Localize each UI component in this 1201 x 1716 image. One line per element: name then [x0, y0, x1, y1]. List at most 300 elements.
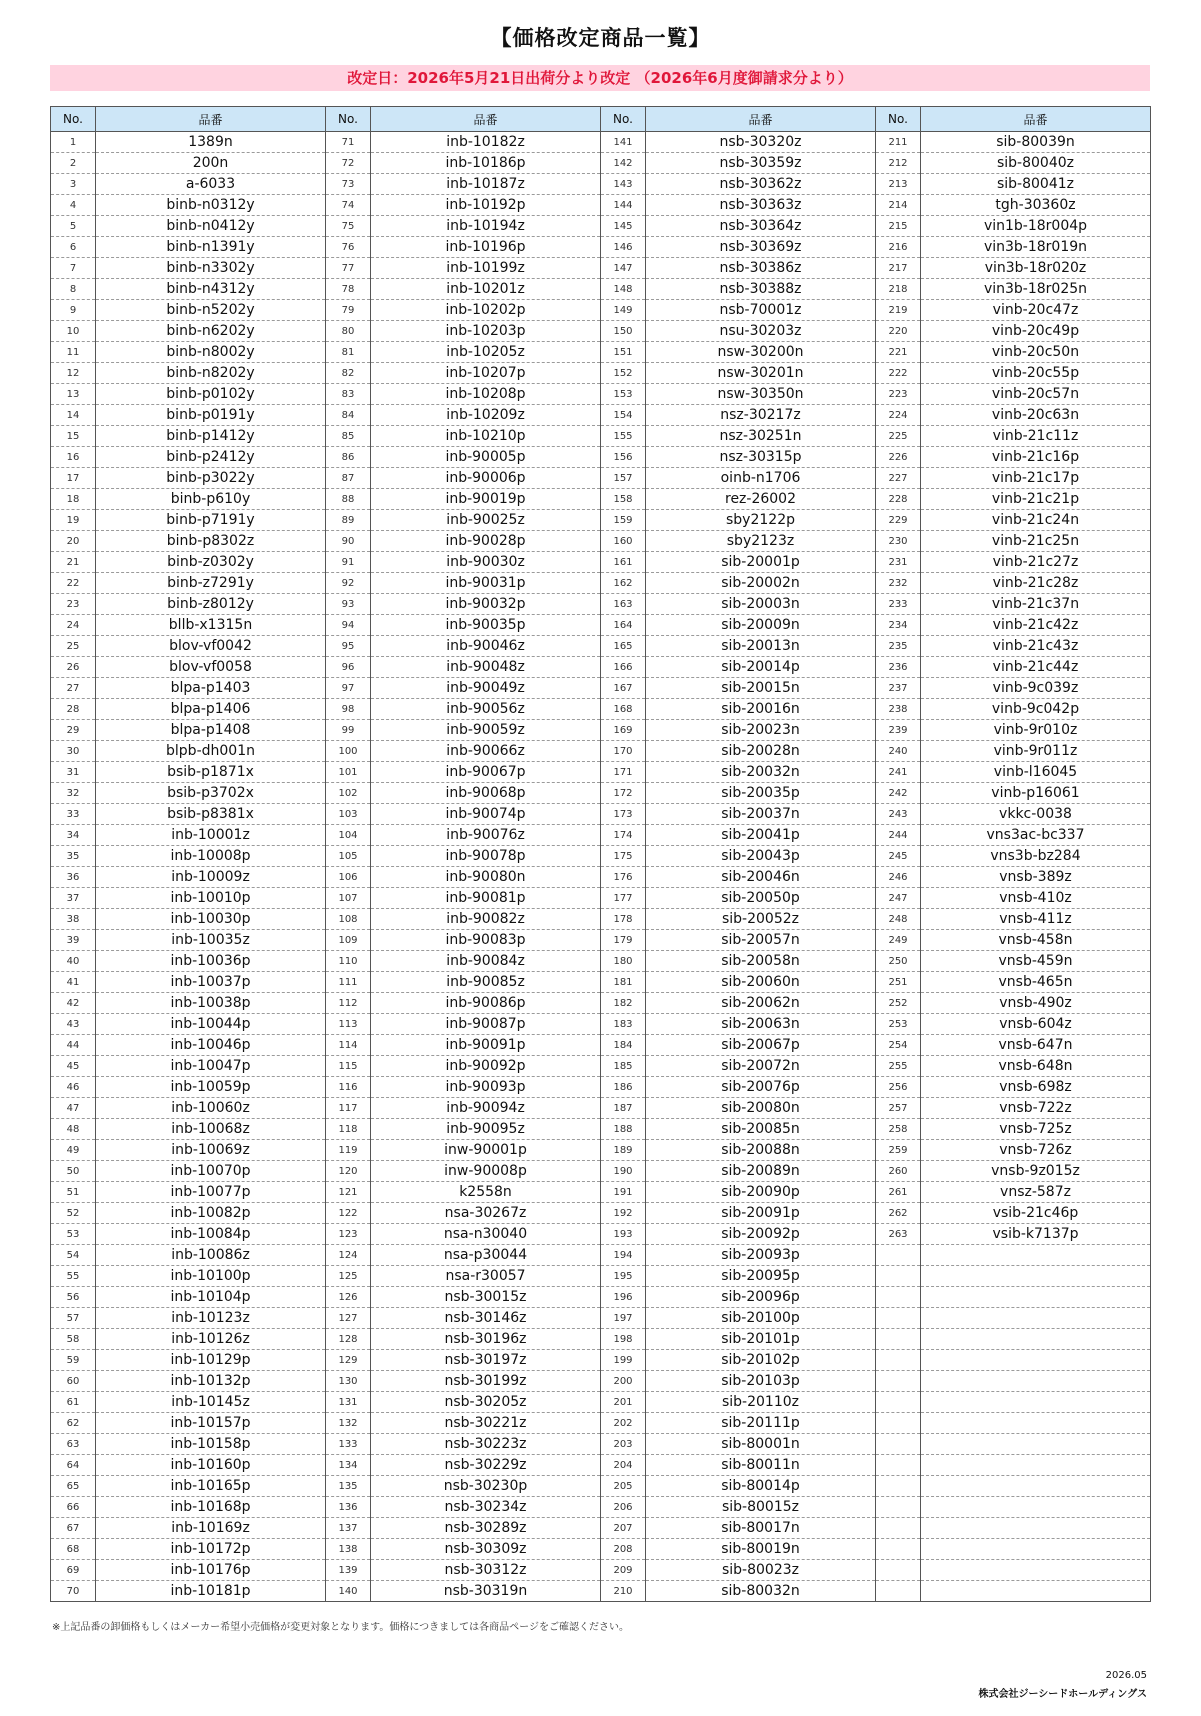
- part-number: nsb-30319n: [371, 1581, 601, 1602]
- part-number: nsu-30203z: [646, 321, 876, 342]
- part-number: [921, 1371, 1151, 1392]
- item-number: 229: [876, 510, 921, 531]
- part-number: inb-10126z: [96, 1329, 326, 1350]
- item-number: 139: [326, 1560, 371, 1581]
- item-number: 243: [876, 804, 921, 825]
- part-number: binb-p610y: [96, 489, 326, 510]
- item-number: 112: [326, 993, 371, 1014]
- item-number: 182: [601, 993, 646, 1014]
- part-number: vnsb-490z: [921, 993, 1151, 1014]
- table-row: [51, 1497, 1151, 1518]
- item-number: 113: [326, 1014, 371, 1035]
- item-number: 180: [601, 951, 646, 972]
- item-number: 140: [326, 1581, 371, 1602]
- part-number: sib-20014p: [646, 657, 876, 678]
- part-number: binb-p0102y: [96, 384, 326, 405]
- part-number: inb-90046z: [371, 636, 601, 657]
- table-row: [51, 1518, 1151, 1539]
- part-number: binb-n8002y: [96, 342, 326, 363]
- item-number: 50: [51, 1161, 96, 1182]
- item-number: 23: [51, 594, 96, 615]
- item-number: 41: [51, 972, 96, 993]
- item-number: 164: [601, 615, 646, 636]
- part-number: a-6033: [96, 174, 326, 195]
- table-row: [51, 552, 1151, 573]
- table-row: [51, 1287, 1151, 1308]
- part-number: vinb-21c21p: [921, 489, 1151, 510]
- table-row: [51, 930, 1151, 951]
- table-row: [51, 951, 1151, 972]
- item-number: 136: [326, 1497, 371, 1518]
- table-row: [51, 1245, 1151, 1266]
- part-number: bsib-p3702x: [96, 783, 326, 804]
- item-number: 27: [51, 678, 96, 699]
- part-number: binb-z7291y: [96, 573, 326, 594]
- item-number: 189: [601, 1140, 646, 1161]
- item-number: 35: [51, 846, 96, 867]
- part-number: sib-20089n: [646, 1161, 876, 1182]
- part-number: inb-10001z: [96, 825, 326, 846]
- part-number: inb-10129p: [96, 1350, 326, 1371]
- part-number: vin3b-18r025n: [921, 279, 1151, 300]
- item-number: 12: [51, 363, 96, 384]
- item-number: 172: [601, 783, 646, 804]
- item-number: 20: [51, 531, 96, 552]
- part-number: sib-20095p: [646, 1266, 876, 1287]
- part-number: inb-10009z: [96, 867, 326, 888]
- item-number: 171: [601, 762, 646, 783]
- table-row: [51, 153, 1151, 174]
- part-number: inb-10192p: [371, 195, 601, 216]
- item-number: 93: [326, 594, 371, 615]
- part-number: [921, 1539, 1151, 1560]
- item-number: 38: [51, 909, 96, 930]
- part-number: nsz-30217z: [646, 405, 876, 426]
- part-number: vnsb-411z: [921, 909, 1151, 930]
- item-number: 259: [876, 1140, 921, 1161]
- table-row: [51, 1014, 1151, 1035]
- part-number: nsb-30369z: [646, 237, 876, 258]
- item-number: 96: [326, 657, 371, 678]
- item-number: 238: [876, 699, 921, 720]
- part-number: inb-10037p: [96, 972, 326, 993]
- part-number: nsb-30320z: [646, 132, 876, 153]
- part-number: inb-10082p: [96, 1203, 326, 1224]
- part-number: inb-90025z: [371, 510, 601, 531]
- table-row: [51, 867, 1151, 888]
- item-number: 214: [876, 195, 921, 216]
- part-number: vinb-21c44z: [921, 657, 1151, 678]
- part-number: sib-20035p: [646, 783, 876, 804]
- part-number: inb-10165p: [96, 1476, 326, 1497]
- part-number: nsb-70001z: [646, 300, 876, 321]
- part-number: binb-z8012y: [96, 594, 326, 615]
- part-number: inb-90056z: [371, 699, 601, 720]
- part-number: 1389n: [96, 132, 326, 153]
- revision-date-banner: 改定日：2026年5月21日出荷分より改定 （2026年6月度御請求分より）: [50, 65, 1150, 91]
- part-number: nsb-30229z: [371, 1455, 601, 1476]
- part-number: inb-10202p: [371, 300, 601, 321]
- item-number: 106: [326, 867, 371, 888]
- item-number: 81: [326, 342, 371, 363]
- item-number: 225: [876, 426, 921, 447]
- item-number: 195: [601, 1266, 646, 1287]
- item-number: 30: [51, 741, 96, 762]
- table-row: [51, 384, 1151, 405]
- item-number: 101: [326, 762, 371, 783]
- item-number: 137: [326, 1518, 371, 1539]
- table-row: [51, 1350, 1151, 1371]
- part-number: [921, 1581, 1151, 1602]
- item-number: 108: [326, 909, 371, 930]
- item-number: 105: [326, 846, 371, 867]
- item-number: 186: [601, 1077, 646, 1098]
- item-number: 71: [326, 132, 371, 153]
- page-title: 【価格改定商品一覧】: [490, 26, 711, 50]
- item-number: 234: [876, 615, 921, 636]
- part-number: sib-80039n: [921, 132, 1151, 153]
- part-number: vnsz-587z: [921, 1182, 1151, 1203]
- item-number: 240: [876, 741, 921, 762]
- item-number: 239: [876, 720, 921, 741]
- item-number: 79: [326, 300, 371, 321]
- part-number: nsb-30362z: [646, 174, 876, 195]
- item-number: 206: [601, 1497, 646, 1518]
- item-number: 152: [601, 363, 646, 384]
- part-number: inb-10084p: [96, 1224, 326, 1245]
- item-number: 249: [876, 930, 921, 951]
- part-number: inb-10194z: [371, 216, 601, 237]
- part-number: vnsb-459n: [921, 951, 1151, 972]
- part-number: oinb-n1706: [646, 468, 876, 489]
- item-number: 60: [51, 1371, 96, 1392]
- part-number: inb-90048z: [371, 657, 601, 678]
- part-number: vinb-20c49p: [921, 321, 1151, 342]
- part-number: vinb-p16061: [921, 783, 1151, 804]
- item-number: 235: [876, 636, 921, 657]
- item-number: 156: [601, 447, 646, 468]
- item-number: 222: [876, 363, 921, 384]
- part-number: vns3ac-bc337: [921, 825, 1151, 846]
- table-row: [51, 1413, 1151, 1434]
- table-row: [51, 363, 1151, 384]
- item-number: 115: [326, 1056, 371, 1077]
- part-number: binb-n5202y: [96, 300, 326, 321]
- part-number: inb-10038p: [96, 993, 326, 1014]
- item-number: 190: [601, 1161, 646, 1182]
- part-number: inb-10008p: [96, 846, 326, 867]
- part-number: inb-90035p: [371, 615, 601, 636]
- part-number: vin3b-18r020z: [921, 258, 1151, 279]
- item-number: 212: [876, 153, 921, 174]
- item-number: 103: [326, 804, 371, 825]
- part-number: inb-90019p: [371, 489, 601, 510]
- part-number: inb-90087p: [371, 1014, 601, 1035]
- part-number: sib-80015z: [646, 1497, 876, 1518]
- item-number: 200: [601, 1371, 646, 1392]
- item-number: 132: [326, 1413, 371, 1434]
- item-number: 107: [326, 888, 371, 909]
- item-number: 185: [601, 1056, 646, 1077]
- part-number: sib-20103p: [646, 1371, 876, 1392]
- table-row: [51, 405, 1151, 426]
- part-number: inb-90083p: [371, 930, 601, 951]
- part-number: inb-10047p: [96, 1056, 326, 1077]
- part-number: binb-p3022y: [96, 468, 326, 489]
- item-number: 228: [876, 489, 921, 510]
- item-number: 192: [601, 1203, 646, 1224]
- item-number: 118: [326, 1119, 371, 1140]
- part-number: inb-10203p: [371, 321, 601, 342]
- part-number: sib-80040z: [921, 153, 1151, 174]
- part-number: bsib-p1871x: [96, 762, 326, 783]
- item-number: 42: [51, 993, 96, 1014]
- item-number: 213: [876, 174, 921, 195]
- part-number: sib-20111p: [646, 1413, 876, 1434]
- column-header-part-number: 品番: [646, 107, 876, 132]
- part-number: sib-20102p: [646, 1350, 876, 1371]
- item-number: 134: [326, 1455, 371, 1476]
- part-number: nsb-30359z: [646, 153, 876, 174]
- item-number: 216: [876, 237, 921, 258]
- item-number: 59: [51, 1350, 96, 1371]
- table-row: [51, 1266, 1151, 1287]
- table-row: [51, 321, 1151, 342]
- item-number: [876, 1287, 921, 1308]
- item-number: 40: [51, 951, 96, 972]
- item-number: 256: [876, 1077, 921, 1098]
- table-row: [51, 720, 1151, 741]
- item-number: 253: [876, 1014, 921, 1035]
- item-number: 49: [51, 1140, 96, 1161]
- item-number: 147: [601, 258, 646, 279]
- item-number: 25: [51, 636, 96, 657]
- part-number: inb-90031p: [371, 573, 601, 594]
- part-number: sib-20090p: [646, 1182, 876, 1203]
- part-number: inb-90074p: [371, 804, 601, 825]
- item-number: 98: [326, 699, 371, 720]
- item-number: 73: [326, 174, 371, 195]
- item-number: 65: [51, 1476, 96, 1497]
- item-number: [876, 1560, 921, 1581]
- item-number: 220: [876, 321, 921, 342]
- item-number: [876, 1455, 921, 1476]
- part-number: [921, 1455, 1151, 1476]
- document-date: 2026.05: [1105, 1670, 1147, 1681]
- part-number: inb-10068z: [96, 1119, 326, 1140]
- item-number: [876, 1371, 921, 1392]
- part-number: inb-10181p: [96, 1581, 326, 1602]
- table-row: [51, 993, 1151, 1014]
- part-number: vnsb-648n: [921, 1056, 1151, 1077]
- part-number: inb-10069z: [96, 1140, 326, 1161]
- item-number: 168: [601, 699, 646, 720]
- item-number: 181: [601, 972, 646, 993]
- item-number: 45: [51, 1056, 96, 1077]
- part-number: inb-90081p: [371, 888, 601, 909]
- table-row: [51, 489, 1151, 510]
- item-number: 77: [326, 258, 371, 279]
- table-row: [51, 1098, 1151, 1119]
- part-number: sib-20063n: [646, 1014, 876, 1035]
- item-number: 67: [51, 1518, 96, 1539]
- part-number: inb-90068p: [371, 783, 601, 804]
- part-number: inb-10210p: [371, 426, 601, 447]
- part-number: inb-90095z: [371, 1119, 601, 1140]
- item-number: 88: [326, 489, 371, 510]
- part-number: binb-p2412y: [96, 447, 326, 468]
- table-row: [51, 1203, 1151, 1224]
- item-number: 196: [601, 1287, 646, 1308]
- table-row: [51, 258, 1151, 279]
- item-number: 39: [51, 930, 96, 951]
- part-number: binb-z0302y: [96, 552, 326, 573]
- part-number: vnsb-725z: [921, 1119, 1151, 1140]
- part-number: inb-10059p: [96, 1077, 326, 1098]
- table-row: [51, 531, 1151, 552]
- item-number: 70: [51, 1581, 96, 1602]
- item-number: 157: [601, 468, 646, 489]
- part-number: inb-90030z: [371, 552, 601, 573]
- part-number: nsa-p30044: [371, 1245, 601, 1266]
- part-number: inb-10010p: [96, 888, 326, 909]
- table-row: [51, 825, 1151, 846]
- part-number: sib-20028n: [646, 741, 876, 762]
- part-number: vinb-21c27z: [921, 552, 1151, 573]
- item-number: 83: [326, 384, 371, 405]
- table-row: [51, 909, 1151, 930]
- item-number: 74: [326, 195, 371, 216]
- table-row: [51, 1434, 1151, 1455]
- part-number: sib-20101p: [646, 1329, 876, 1350]
- item-number: 179: [601, 930, 646, 951]
- part-number: inb-10196p: [371, 237, 601, 258]
- part-number: bllb-x1315n: [96, 615, 326, 636]
- part-number: vin1b-18r004p: [921, 216, 1151, 237]
- part-number: inb-10104p: [96, 1287, 326, 1308]
- part-number: vnsb-722z: [921, 1098, 1151, 1119]
- part-number: vnsb-389z: [921, 867, 1151, 888]
- part-number: inb-90085z: [371, 972, 601, 993]
- part-number: sib-20072n: [646, 1056, 876, 1077]
- part-number: sib-20046n: [646, 867, 876, 888]
- item-number: 162: [601, 573, 646, 594]
- part-number: sib-20096p: [646, 1287, 876, 1308]
- item-number: 10: [51, 321, 96, 342]
- part-number: vinb-9c039z: [921, 678, 1151, 699]
- table-row: [51, 678, 1151, 699]
- part-number: sib-20050p: [646, 888, 876, 909]
- item-number: 33: [51, 804, 96, 825]
- item-number: 167: [601, 678, 646, 699]
- item-number: 175: [601, 846, 646, 867]
- item-number: 151: [601, 342, 646, 363]
- item-number: 254: [876, 1035, 921, 1056]
- item-number: 193: [601, 1224, 646, 1245]
- part-number: inb-10086z: [96, 1245, 326, 1266]
- item-number: 91: [326, 552, 371, 573]
- item-number: 246: [876, 867, 921, 888]
- item-number: 24: [51, 615, 96, 636]
- part-number: inb-90067p: [371, 762, 601, 783]
- part-number: [921, 1350, 1151, 1371]
- item-number: 86: [326, 447, 371, 468]
- item-number: 55: [51, 1266, 96, 1287]
- part-number: vinb-21c42z: [921, 615, 1151, 636]
- item-number: 169: [601, 720, 646, 741]
- item-number: 62: [51, 1413, 96, 1434]
- part-number: sib-20060n: [646, 972, 876, 993]
- item-number: 201: [601, 1392, 646, 1413]
- part-number: binb-n4312y: [96, 279, 326, 300]
- part-number: [921, 1308, 1151, 1329]
- part-number: vns3b-bz284: [921, 846, 1151, 867]
- table-header-row: [51, 107, 1151, 132]
- item-number: 260: [876, 1161, 921, 1182]
- item-number: 22: [51, 573, 96, 594]
- part-number: sib-20062n: [646, 993, 876, 1014]
- part-number: inb-10169z: [96, 1518, 326, 1539]
- part-number: [921, 1329, 1151, 1350]
- item-number: 104: [326, 825, 371, 846]
- part-number: vinb-21c24n: [921, 510, 1151, 531]
- part-number: sib-20091p: [646, 1203, 876, 1224]
- part-number: inb-90091p: [371, 1035, 601, 1056]
- item-number: 161: [601, 552, 646, 573]
- part-number: inb-10201z: [371, 279, 601, 300]
- part-number: sib-20057n: [646, 930, 876, 951]
- part-number: sib-20037n: [646, 804, 876, 825]
- part-number: inb-10157p: [96, 1413, 326, 1434]
- item-number: 245: [876, 846, 921, 867]
- table-row: [51, 804, 1151, 825]
- part-number: inb-10209z: [371, 405, 601, 426]
- table-row: [51, 174, 1151, 195]
- part-number: blpa-p1403: [96, 678, 326, 699]
- item-number: 252: [876, 993, 921, 1014]
- part-number: blpa-p1408: [96, 720, 326, 741]
- item-number: 224: [876, 405, 921, 426]
- part-number: [921, 1518, 1151, 1539]
- item-number: 82: [326, 363, 371, 384]
- item-number: 184: [601, 1035, 646, 1056]
- item-number: 262: [876, 1203, 921, 1224]
- product-list-table: [50, 106, 1151, 1602]
- part-number: sib-20088n: [646, 1140, 876, 1161]
- table-row: [51, 846, 1151, 867]
- item-number: 163: [601, 594, 646, 615]
- column-header-no: No.: [326, 107, 371, 132]
- part-number: inb-10036p: [96, 951, 326, 972]
- item-number: 230: [876, 531, 921, 552]
- item-number: 61: [51, 1392, 96, 1413]
- item-number: 155: [601, 426, 646, 447]
- part-number: [921, 1434, 1151, 1455]
- item-number: [876, 1581, 921, 1602]
- column-header-part-number: 品番: [921, 107, 1151, 132]
- part-number: vinb-21c17p: [921, 468, 1151, 489]
- part-number: inb-10070p: [96, 1161, 326, 1182]
- part-number: sib-20023n: [646, 720, 876, 741]
- item-number: 89: [326, 510, 371, 531]
- table-row: [51, 447, 1151, 468]
- item-number: 8: [51, 279, 96, 300]
- item-number: 26: [51, 657, 96, 678]
- part-number: inb-10160p: [96, 1455, 326, 1476]
- table-row: [51, 636, 1151, 657]
- part-number: nsw-30350n: [646, 384, 876, 405]
- part-number: nsz-30315p: [646, 447, 876, 468]
